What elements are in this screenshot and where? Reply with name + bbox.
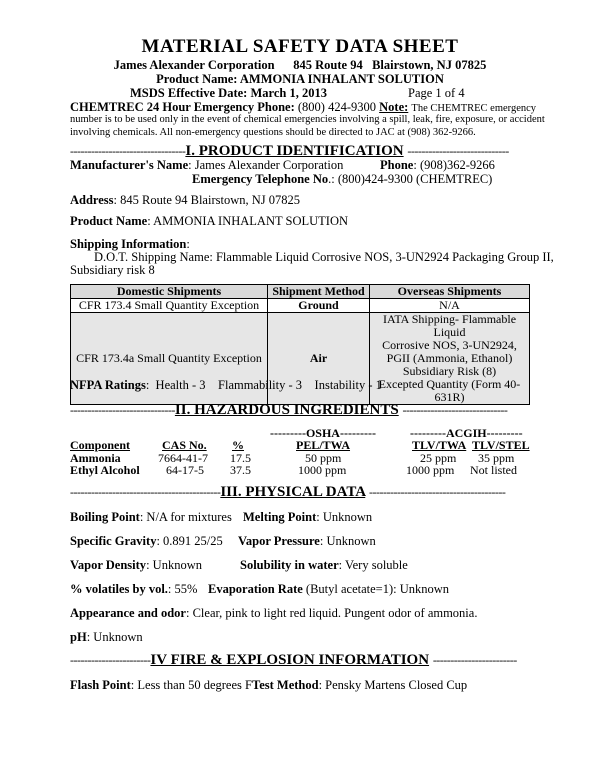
section-title: I. PRODUCT IDENTIFICATION [185, 143, 404, 159]
flash-point: Flash Point: Less than 50 degrees F [70, 678, 252, 692]
chemtrec-label: CHEMTREC 24 Hour Emergency Phone: [70, 100, 295, 114]
evaporation-rate: Evaporation Rate (Butyl acetate=1): Unknown [208, 582, 450, 596]
section-physical-data: -------------------------------------------III. PHYSICAL DATA --------------------------------------- [70, 484, 506, 500]
shipping-line-2: Subsidiary risk 8 [70, 263, 155, 277]
document-title: MATERIAL SAFETY DATA SHEET [141, 36, 459, 57]
note-text-2: number is to be used only in the event of chemical emergencies involving a spill, leak, fire, exposure, or accident [70, 114, 545, 125]
col-domestic: Domestic Shipments [71, 285, 268, 299]
chemtrec-phone: (800) 424-9300 [297, 100, 377, 114]
note-text: The CHEMTREC emergency [411, 103, 537, 114]
effective-date: MSDS Effective Date: March 1, 2013 [130, 86, 327, 100]
overseas-cell: IATA Shipping- Flammable Liquid Corrosive NOS, 3-UN2924, PGII (Ammonia, Ethanol) Subsidiary Risk (8) Excepted Quantity (Form 40-631R) [370, 313, 530, 405]
boiling-point: Boiling Point: N/A for mixtures [70, 510, 232, 524]
note-text-3: involving chemicals. All non-emergency questions should be directed to JAC at (908) 362-9266. [70, 127, 476, 138]
section-title: II. HAZARDOUS INGREDIENTS [174, 402, 399, 418]
company-line: James Alexander Corporation 845 Route 94 Blairstown, NJ 07825 [113, 58, 487, 72]
shipping-info-label: Shipping Information: [70, 237, 190, 251]
section-title: IV FIRE & EXPLOSION INFORMATION [150, 652, 430, 668]
acgih-header: ---------ACGIH--------- [410, 426, 523, 440]
osha-header: ---------OSHA--------- [270, 426, 376, 440]
emergency-phone-row: Emergency Telephone No.: (800)424-9300 (CHEMTREC) [192, 172, 493, 186]
chemtrec-line [70, 100, 536, 115]
table-header-row [71, 285, 530, 299]
specific-gravity: Specific Gravity: 0.891 25/25 [70, 534, 223, 548]
section-title: III. PHYSICAL DATA [220, 484, 366, 500]
test-method: Test Method: Pensky Martens Closed Cup [252, 678, 468, 692]
vapor-density: Vapor Density: Unknown [70, 558, 202, 572]
table-row: CFR 173.4a Small Quantity Exception Air IATA Shipping- Flammable Liquid Corrosive NOS, 3-UN2924, PGII (Ammonia, Ethanol) Subsidiary Risk (8) Excepted Quantity (Form 40-631R) [71, 313, 530, 405]
manufacturer-row: Manufacturer's Name: James Alexander Corporation Phone: (908)362-9266 [70, 158, 495, 172]
vapor-pressure: Vapor Pressure: Unknown [238, 534, 376, 548]
melting-point: Melting Point: Unknown [243, 510, 373, 524]
note-label: Note: [379, 100, 409, 114]
col-overseas: Overseas Shipments [370, 285, 530, 299]
shipping-line-1: D.O.T. Shipping Name: Flammable Liquid Corrosive NOS, 3-UN2924 Packaging Group II, [94, 250, 554, 264]
solubility: Solubility in water: Very soluble [240, 558, 408, 572]
appearance-odor: Appearance and odor: Clear, pink to light red liquid. Pungent odor of ammonia. [70, 606, 478, 620]
product-name-row: Product Name: AMMONIA INHALANT SOLUTION [70, 214, 348, 228]
table-row: CFR 173.4 Small Quantity Exception Ground N/A [71, 299, 530, 313]
nfpa-ratings: NFPA Ratings: Health - 3 Flammability - 3 Instability - 1 [70, 378, 382, 392]
product-line: Product Name: AMMONIA INHALANT SOLUTION [156, 72, 444, 86]
col-method: Shipment Method [268, 285, 370, 299]
volatiles: % volatiles by vol.: 55% [70, 582, 198, 596]
section-hazardous-ingredients: ------------------------------II. HAZARDOUS INGREDIENTS ------------------------------ [70, 402, 508, 418]
section-product-identification: ---------------------------------I. PRODUCT IDENTIFICATION ----------------------------- [70, 143, 509, 159]
page-number: Page 1 of 4 [408, 86, 465, 100]
address-row: Address: 845 Route 94 Blairstown, NJ 07825 [70, 193, 300, 207]
ph: pH: Unknown [70, 630, 143, 644]
msds-page: MATERIAL SAFETY DATA SHEET James Alexander Corporation 845 Route 94 Blairstown, NJ 07825 Product Name: AMMONIA INHALANT SOLUTION MSDS Effective Date: March 1, 2013 Page 1 of 4 CHEMTREC 24 Hour Emergency Phone: (800) 424-9300 Note: The CHEMTREC emergency number is to be used only in the event of chemical emergencies involving a spill, leak, fire, exposure, or accident involving chemicals. All non-emergency questions should be directed to JAC at (908) 362-9266. ---------------------------------I. PRODUCT IDENTIFICATION ----------------------------- Manufacturer's Name: James Alexander Corporation Phone: (908)362-9266 Emergency Telephone No.: (800)424-9300 (CHEMTREC) Address: 845 Route 94 Blairstown, NJ 07825 Product Name: AMMONIA INHALANT SOLUTION Shipping Information: D.O.T. Shipping Name: Flammable Liquid Corrosive NOS, 3-UN2924 Packaging Group II, Subsidiary risk 8 Domestic Shipments Shipment Method Overseas Shipments CFR 173.4 Small Quantity Exception Ground N/A CFR 173.4a Small Quantity Exception Air IATA Shipping- Flammable Liquid Corrosive NOS, 3-UN2924, PGII (Ammonia, Ethanol) Subsidiary Risk (8) Excepted Quantity (Form 40-631R) NFPA Ratings: Health - 3 Flammability - 3 Instability - 1 ------------------------------II. HAZARDOUS INGREDIENTS ------------------------------ ---------OSHA--------- ---------ACGIH--------- Component CAS No. % PEL/TWA TLV/TWA TLV/STEL Ammonia 7664-41-7 17.5 50 ppm 25 ppm 35 ppm Ethyl Alcohol 64-17-5 37.5 1000 ppm 1000 ppm Not listed -------------------------------------------III. PHYSICAL DATA --------------------------------------- Boiling Point: N/A for mixtures Melting Point: Unknown Specific Gravity: 0.891 25/25 Vapor Pressure: Unknown Vapor Density: Unknown Solubility in water: Very soluble % volatiles by vol.: 55% Evaporation Rate (Butyl acetate=1): Unknown Appearance and odor: Clear, pink to light red liquid. Pungent odor of ammonia. pH: Unknown -----------------------IV FIRE & EXPLOSION INFORMATION ------------------------ Flash Point: Less than 50 degrees F Test Method: Pensky Martens Closed Cup [0, 0, 600, 776]
section-fire-explosion: -----------------------IV FIRE & EXPLOSION INFORMATION ------------------------ [70, 652, 517, 668]
